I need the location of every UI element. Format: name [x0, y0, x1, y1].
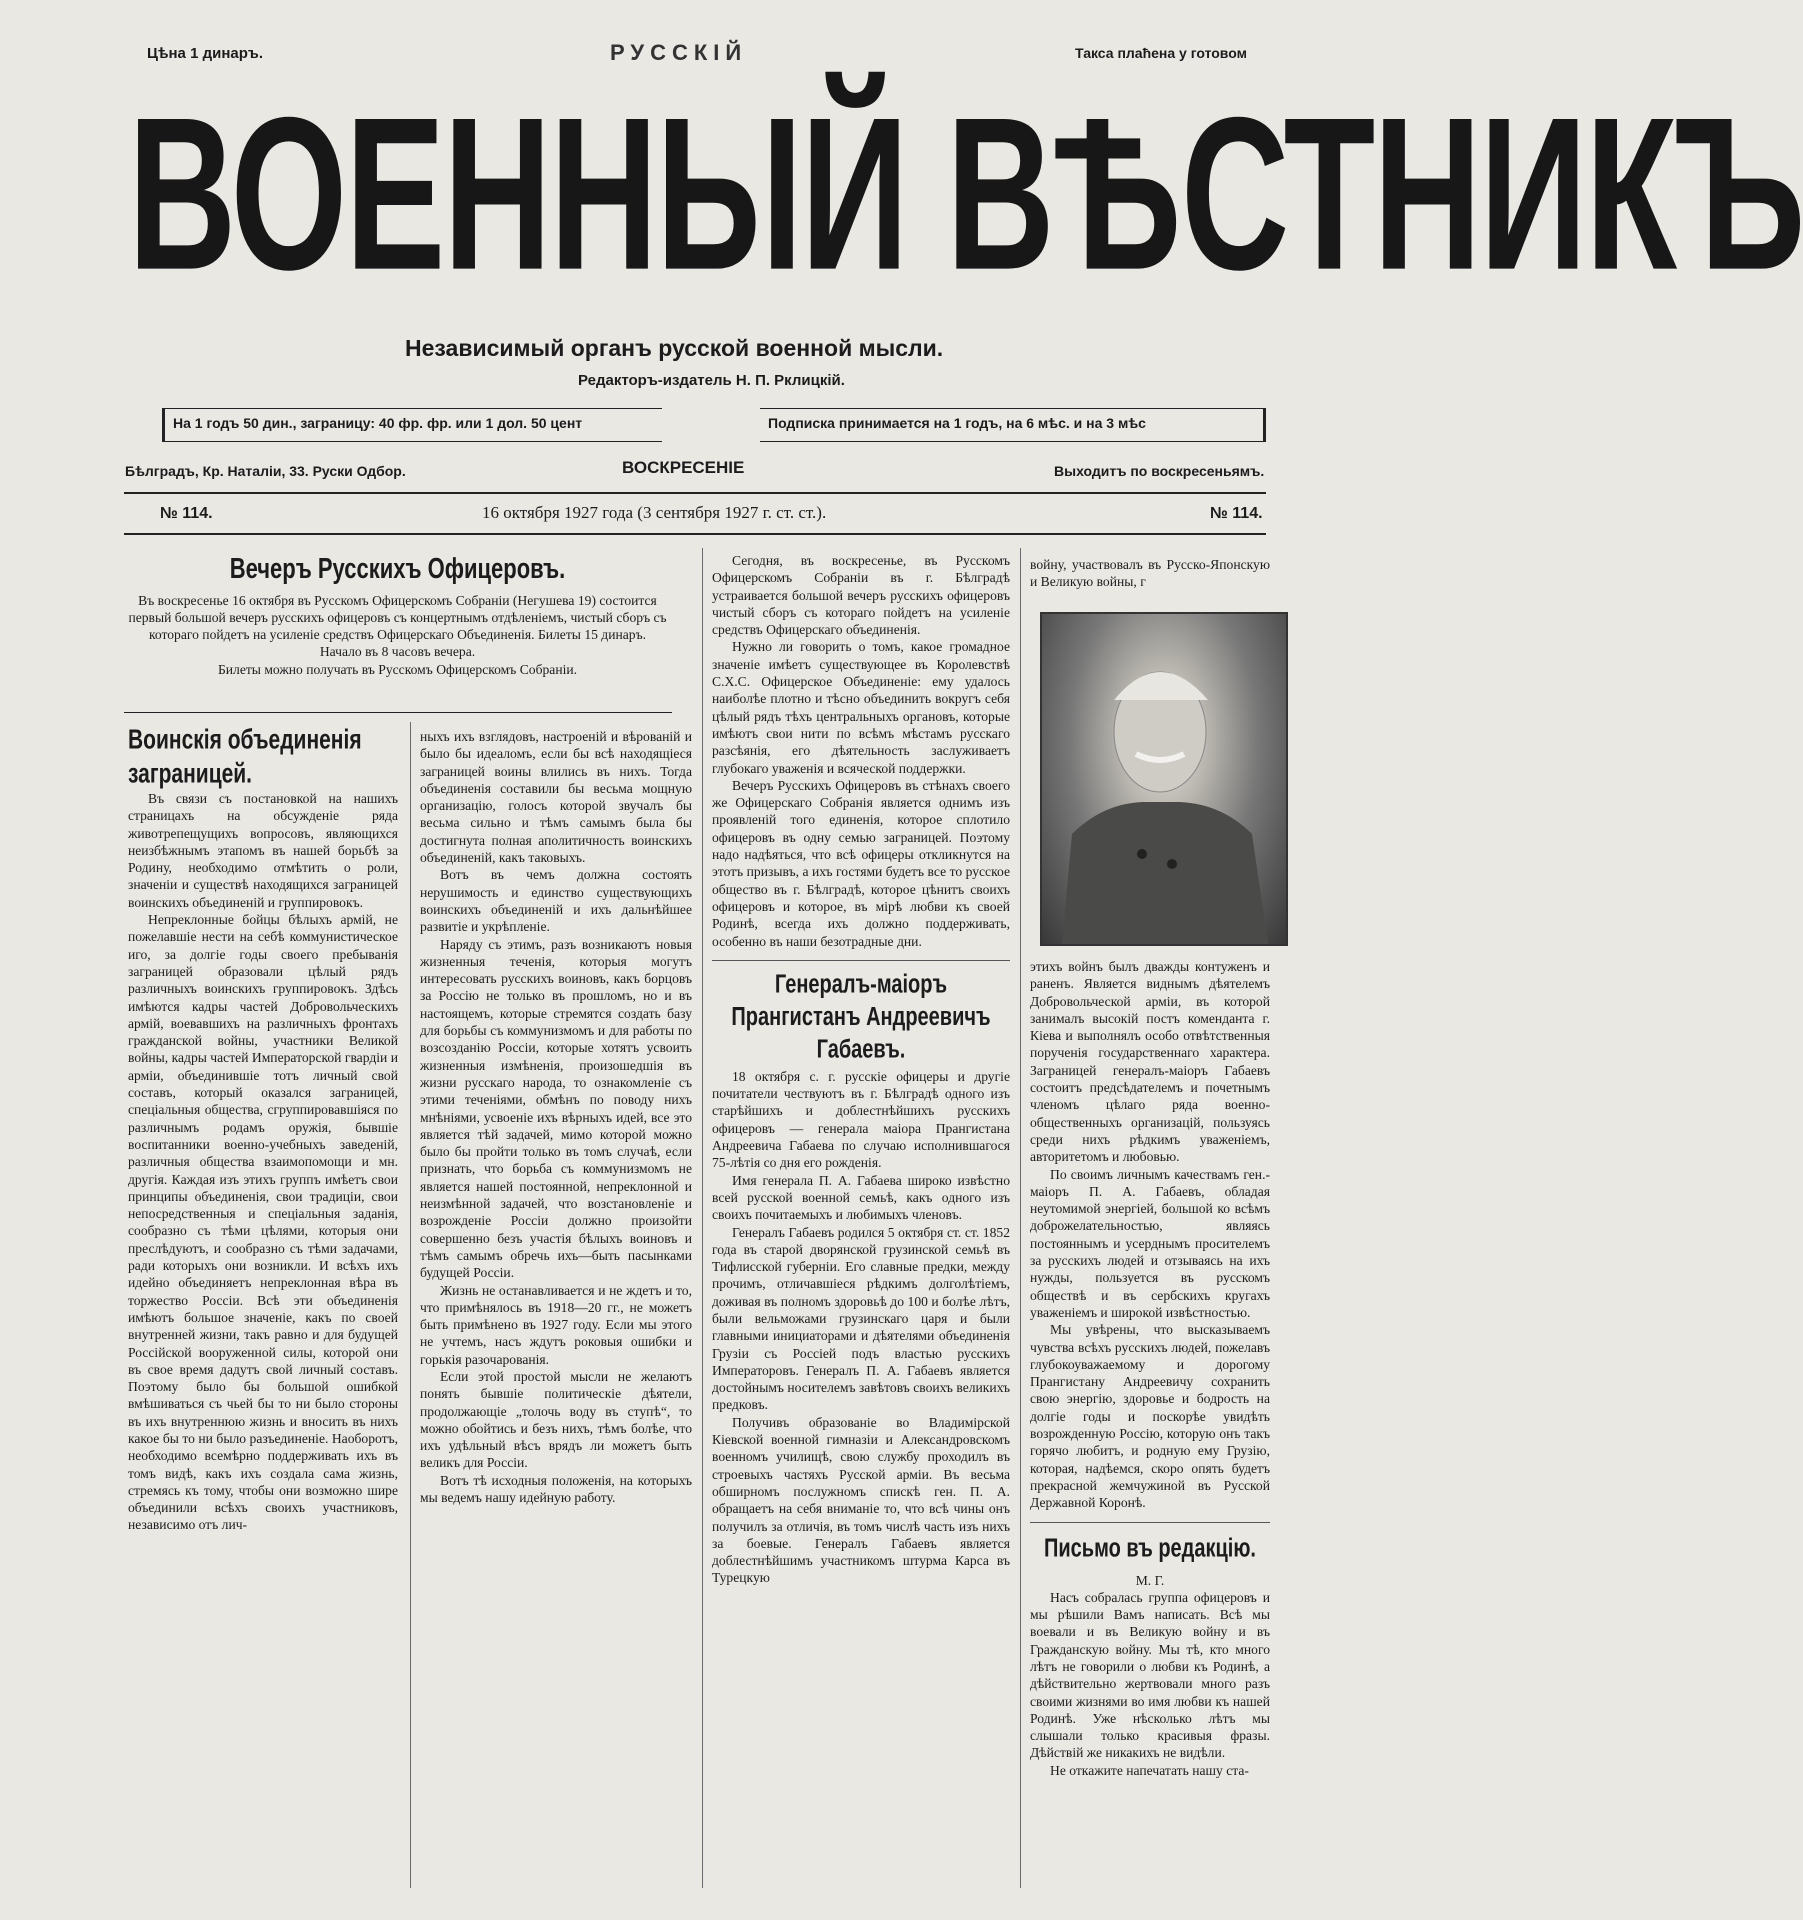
weekday-label: ВОСКРЕСЕНIЕ — [622, 458, 745, 477]
article-paragraph: 18 октября с. г. русскiе офицеры и другiе почитатели чествуютъ въ г. Бѣлградѣ одного изъ старѣйшихъ и доблестнѣйшихъ русскихъ офицеровъ — генерала маiора Прангистана Андреевича Габаева по случаю исполнившагося 75-лѣтiя со дня его рожденiя. — [712, 1068, 1010, 1171]
announcement-body: Въ воскресенье 16 октября въ Русскомъ Офицерскомъ Собранiи (Негушева 19) состоится первый большой вечеръ русскихъ офицеровъ съ концертнымъ отдѣленiемъ, чистый сборъ съ котораго пойдетъ на усиленiе средствъ Офицерскаго Объединенiя. Билеты 15 динаръ. — [128, 593, 667, 642]
article-paragraph: Имя генерала П. А. Габаева широко извѣстно всей русской военной семьѣ, какъ одного изъ своихъ почитаемыхъ и любимыхъ членовъ. — [712, 1172, 1010, 1223]
article-title: Воинскiя объединенiя заграницей. — [128, 725, 362, 789]
pretitle: РУССКIЙ — [610, 40, 748, 65]
article-paragraph: Въ связи съ постановкой на нашихъ страницахъ на обсужденiе ряда животрепещущихъ вопросовъ, являющихся неизбѣжнымъ этапомъ въ нашей борьбѣ за Родину, необходимо отмѣтить о роли, значенiи и существѣ находящихся заграницей воинскихъ объединенiй и группировокъ. — [128, 791, 398, 910]
article-paragraph: Генералъ Габаевъ родился 5 октября ст. ст. 1852 года въ старой дворянской грузинской семьѣ въ Тифлисской губернiи. Его славные предки, между прочимъ, отличавшiеся рѣдкимъ долголѣтiемъ, доживая въ полномъ здоровьѣ до 100 и болѣе лѣтъ, были вельможами грузинскаго царя и были главными инициаторами и дѣятелями объединенiя Грузiи съ Россiей подъ властью русскихъ Императоровъ. Генералъ П. А. Габаевъ является достойнымъ носителемъ завѣтовъ своихъ великихъ предковъ. — [712, 1224, 1010, 1413]
article-paragraph: Мы увѣрены, что высказываемъ чувства всѣхъ русскихъ людей, пожелавъ глубокоуважаемому и дорогому Прангистану Андреевичу сохранить свою энергiю, здоровье и бодрость на долгiе годы и поскорѣе увидѣть возрожденную Россiю, которую онъ такъ горячо любитъ, и родную ему Грузiю, которая, надѣемся, скоро опять будетъ прекрасной жемчужиной въ Русской Державной Коронѣ. — [1030, 1322, 1270, 1511]
subscription-price-box: На 1 годъ 50 дин., заграницу: 40 фр. фр. или 1 дол. 50 цент — [162, 408, 662, 442]
article-column-3 — [712, 552, 1010, 1884]
address-label: Бѣлградъ, Кр. Наталiи, 33. Руски Одбор. — [125, 463, 406, 479]
announcement-title: Вечеръ Русскихъ Офицеровъ. — [229, 552, 566, 585]
article-paragraph: Непреклонные бойцы бѣлыхъ армiй, не пожелавшiе нести на себѣ коммунистическое иго, за долгiе годы своего пребыванiя заграницей образовали цѣлый рядъ различныхъ воинскихъ группировокъ. Здѣсь имѣются кадры частей Добровольческихъ армiй, воевавшихъ на различныхъ фронтахъ гражданской войны, участники Великой войны, кадры частей Императорской гвардiи и армiи, объединившiе тотъ личный свой составъ, который оказался заграницей, спецiальныя общества, сгруппировавшiяся по различнымъ родамъ оружiя, бывшiе воспитанники военно-учебныхъ заведенiй, различныя общества взаимопомощи и мн. другiя. Каждая изъ этихъ группъ имѣетъ свои принципы объединенiя, свои традицiи, свои непосредственныя и спецiальныя заданiя, сообразно съ тѣми цѣлями, которыя они преслѣдуютъ, и сообразно съ тѣми задачами, ради которыхъ они возникли. И всѣхъ ихъ идейно объединяетъ непреклонная вѣра въ торжество Россiи. Всѣ эти объединенiя имѣютъ большое значенiе, какъ по своей внутренней жизни, такъ равно и для будущей Россiйской вооруженной силы, которой они въ свое время дадутъ свой личный составъ. Поэтому было бы большой ошибкой вмѣшиваться съ чьей бы то ни было стороны въ ихъ внутреннюю жизнь и вносить въ нихъ какое бы то ни было разъединенiе. Наоборотъ, необходимо всемѣрно поддерживать ихъ въ томъ видѣ, какъ ихъ создала сама жизнь, стремясь къ тому, чтобы они возможно шире объединили всѣхъ своихъ участниковъ, независимо отъ лич- — [128, 912, 398, 1533]
portrait-figure — [1042, 614, 1286, 944]
rule-bottom — [124, 533, 1266, 535]
announcement-tickets: Билеты можно получать въ Русскомъ Офицерскомъ Собранiи. — [217, 662, 578, 677]
rule-top — [124, 492, 1266, 494]
article-paragraph: Наряду съ этимъ, разъ возникаютъ новыя жизненныя теченiя, которыя могутъ интересовать русскихъ воиновъ, какъ борцовъ за Россiю не только въ прошломъ, но и въ настоящемъ, которые стремятся создать базу для борьбы съ коммунизмомъ и для работы по возсозданiю Россiи, которые хотятъ усвоить жизненныя измѣненiя, произошедшiя въ жизни русскаго народа, то ознакомленiе съ этими теченiями, обмѣнъ по поводу нихъ мнѣнiями, усвоенiе ихъ вѣрныхъ идей, все это является тѣй задачей, мимо которой можно было бы пройти только въ томъ случаѣ, если признать, что борьба съ коммунизмомъ не является нашей постоянной, непреклонной и неизмѣнной задачей, что возстановленiе и возрожденiе Россiи должно произойти совершенно безъ участiя бѣлыхъ воиновъ и тѣмъ самымъ обречь ихъ—быть пасынками будущей Россiи. — [420, 936, 692, 1281]
article-paragraph: Нужно ли говорить о томъ, какое громадное значенiе имѣетъ существующее въ Королевствѣ С.Х.С. Офицерское Объединенiе: ему удалось наиболѣе плотно и тѣсно объединить вокругъ себя цѣлый рядъ тѣхъ центральныхъ органовъ, которые имѣютъ свои нити по всѣмъ мѣстамъ русскаго разсѣянiя, его дѣятельность заслуживаетъ глубокаго уваженiя и всяческой поддержки. — [712, 639, 1010, 776]
article-paragraph: Жизнь не останавливается и не ждетъ и то, что примѣнялось въ 1918—20 гг., не можетъ быть примѣнено въ 1927 году. Если мы этого не учтемъ, насъ ждутъ роковыя ошибки и горькiя разочарованiя. — [420, 1282, 692, 1367]
issue-number-right: № 114. — [1210, 505, 1263, 522]
editor-line: Редакторъ-издатель Н. П. Рклицкiй. — [578, 372, 845, 389]
column-4-top — [1030, 556, 1270, 600]
article-paragraph: Не откажите напечатать нашу ста- — [1050, 1762, 1249, 1778]
column-rule-3 — [702, 548, 703, 1888]
article-paragraph: войну, участвовалъ въ Русско-Японскую и Великую войны, г — [1030, 557, 1270, 590]
tax-label: Такса плаћена у готовом — [1075, 45, 1247, 61]
general-portrait — [1040, 612, 1288, 946]
article-column-4 — [1030, 958, 1270, 1884]
schedule-label: Выходитъ по воскресеньямъ. — [1054, 463, 1265, 479]
article-column-1 — [128, 724, 398, 1884]
subscription-terms-box: Подписка принимается на 1 годъ, на 6 мѣс. и на 3 мѣс — [760, 408, 1266, 442]
column-rule-4 — [1020, 548, 1021, 1888]
article-column-2 — [420, 728, 692, 1884]
section-divider — [712, 960, 1010, 961]
masthead-title: ВОЕННЫЙ ВѢСТНИКЪ — [128, 71, 1803, 316]
article-paragraph: ныхъ ихъ взглядовъ, настроенiй и вѣрованiй и было бы идеаломъ, если бы всѣ находящiеся заграницей воины влились въ нихъ. Тогда объединенiя составили бы весьма мощную организацiю, голосъ которой звучалъ бы весьма сильно и тѣмъ самымъ была бы достигнута полная аполитичность воинскихъ объединенiй, какъ таковыхъ. — [420, 729, 692, 866]
article-paragraph: Сегодня, въ воскресенье, въ Русскомъ Офицерскомъ Собранiи въ г. Бѣлградѣ устраивается большой вечеръ русскихъ офицеровъ чистый сборъ съ котораго пойдетъ на усиленiе средствъ Офицерскаго объединенiя. — [712, 553, 1010, 638]
letter-author: М. Г. — [1135, 1572, 1165, 1588]
announcement-time: Начало въ 8 часовъ вечера. — [319, 644, 476, 659]
column-rule-2 — [410, 722, 411, 1888]
letter-title: Письмо въ редакцiю. — [1044, 1533, 1256, 1563]
section-divider — [1030, 1522, 1270, 1523]
issue-date: 16 октября 1927 года (3 сентября 1927 г. ст. ст.). — [482, 503, 827, 522]
article-paragraph: Вотъ въ чемъ должна состоять нерушимость и единство существующихъ воинскихъ объединенiй и ихъ дальнѣйшее развитiе и укрѣпленiе. — [420, 867, 692, 935]
article-paragraph: этихъ войнъ былъ дважды контуженъ и раненъ. Является виднымъ дѣятелемъ Добровольческой армiи, въ которой занималъ высокiй постъ коменданта г. Кiева и выполнялъ особо отвѣтственныя порученiя государственнаго характера. Заграницей генералъ-маiоръ Габаевъ состоитъ предсѣдателемъ и почетнымъ членомъ цѣлаго ряда военно-общественныхъ организацiй, пользуясь среди нихъ рѣдкимъ уваженiемъ, авторитетомъ и любовью. — [1030, 959, 1270, 1165]
general-article-title: Генералъ-маiоръ Прангистанъ Андреевичъ Габаевъ. — [731, 970, 991, 1064]
article-paragraph: Если этой простой мысли не желаютъ понять бывшiе политическiе дѣятели, продолжающiе „толочь воду въ ступѣ“, то можно обойтись и безъ нихъ, тѣмъ болѣе, что ихъ удѣльный вѣсъ врядъ ли можетъ быть великъ для Россiи. — [420, 1368, 692, 1471]
article-paragraph: Вечеръ Русскихъ Офицеровъ въ стѣнахъ своего же Офицерскаго Собранiя является однимъ изъ проявленiй того единенiя, которое сплотило офицеровъ въ одну семью заграницей. Поэтому надо надѣяться, что всѣ офицеры откликнутся на этотъ призывъ, а ихъ гостями будетъ все то русское общество въ г. Бѣлградѣ, которое цѣнитъ своихъ офицеровъ и которое, въ мiрѣ любви къ своей Родинѣ, всегда ихъ должно поддерживать, особенно въ наши безотрадные дни. — [712, 777, 1010, 949]
announcement-rule — [124, 712, 672, 713]
announcement — [120, 552, 675, 679]
article-paragraph: Вотъ тѣ исходныя положенiя, на которыхъ мы ведемъ нашу идейную работу. — [420, 1472, 692, 1506]
issue-number-left: № 114. — [160, 505, 213, 522]
price-label: Цѣна 1 динаръ. — [147, 45, 263, 62]
article-paragraph: Насъ собралась группа офицеровъ и мы рѣшили Вамъ написать. Всѣ мы воевали и въ Великую войну и въ Гражданскую войну. Мы тѣ, кто много лѣтъ не говорили о любви къ Родинѣ, а дѣйствительно жертвовали много разъ своими жизнями во имя любви къ нашей Родинѣ. Уже нѣсколько лѣтъ мы слышали только красивыя фразы. Дѣйствiй же никакихъ не видѣли. — [1030, 1589, 1270, 1761]
article-paragraph: Получивъ образованiе во Владимiрской Кiевской военной гимназiи и Александровскомъ военномъ училищѣ, свою службу проходилъ въ строевыхъ частяхъ Русской армiи. Въ весьма обширномъ послужномъ спискѣ ген. П. А. обращаетъ на себя вниманiе то, что всѣ чины онъ получилъ за отличiя, въ томъ числѣ часть изъ нихъ за боевые. Генералъ Габаевъ является доблестнѣйшимъ участникомъ штурма Карса въ Турецкую — [712, 1414, 1010, 1586]
masthead-subtitle: Независимый органъ русской военной мысли. — [405, 335, 944, 361]
article-paragraph: По своимъ личнымъ качествамъ ген.-маiоръ П. А. Габаевъ, обладая неутомимой энергiей, большой ко всѣмъ доброжелательностью, являясь постояннымъ и усерднымъ просителемъ за русскихъ людей и отзываясь на ихъ нужды, пользуется въ русскомъ обществѣ и въ сербскихъ кругахъ уваженiемъ и широкой извѣстностью. — [1030, 1166, 1270, 1320]
